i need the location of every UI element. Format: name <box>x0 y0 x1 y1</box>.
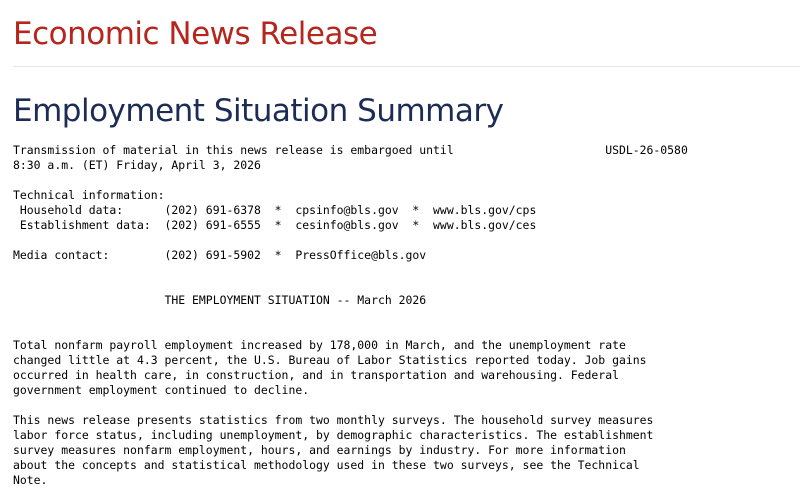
economic-news-release-heading: Economic News Release <box>13 16 378 52</box>
employment-situation-summary-title: Employment Situation Summary <box>13 93 504 129</box>
release-text-body: Transmission of material in this news release is embargoed until USDL-26-0580 8:30 a.m. (ET) Friday, April 3, 2026 Technical information: Household data: (202) 691-6378 * cpsinfo@bls.gov * www.bls.gov/cps Establishment data: (202) 691-6555 * cesinfo@bls.gov * www.bls.gov/ces Media contact: (202) 691-5902 * PressOffice@bls.gov THE EMPLOYMENT SITUATION -- March 2026 Total nonfarm payroll employment increased by 178,000 in March, and the unemployment rate changed little at 4.3 percent, the U.S. Bureau of Labor Statistics reported today. Job gains occurred in health care, in construction, and in transportation and warehousing. Federal government employment continued to decline. This news release presents statistics from two monthly surveys. The household survey measures labor force status, including unemployment, by demographic characteristics. The establishment survey measures nonfarm employment, hours, and earnings by industry. For more information about the concepts and statistical methodology used in these two surveys, see the Technical Note. <box>13 143 688 487</box>
header-divider <box>13 66 800 67</box>
